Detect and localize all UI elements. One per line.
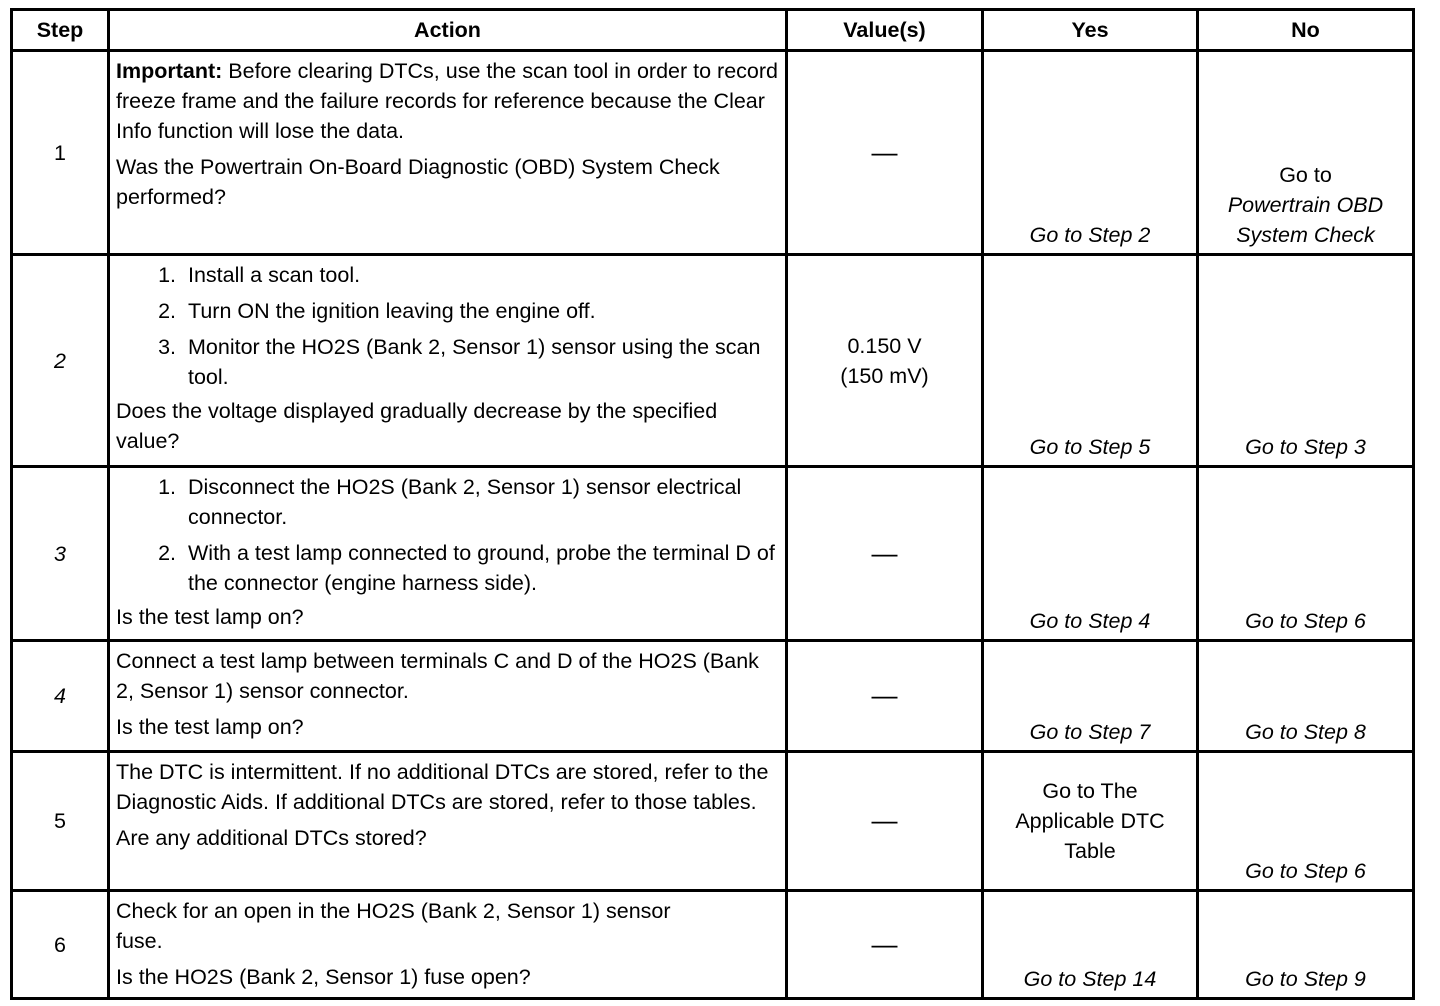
procedure-list: [116, 472, 779, 598]
procedure-item: 2. Turn ON the ignition leaving the engine off.: [182, 296, 779, 326]
yes-link[interactable]: Go to Step 5: [983, 255, 1198, 467]
header-action: Action: [109, 10, 787, 51]
procedure-item: 3. Monitor the HO2S (Bank 2, Sensor 1) sensor using the scan tool.: [182, 332, 779, 392]
action-text: Check for an open in the HO2S (Bank 2, Sensor 1) sensor fuse.: [116, 899, 671, 953]
action-question: Are any additional DTCs stored?: [116, 826, 427, 850]
important-note: [116, 56, 779, 146]
yes-link[interactable]: Go to Step 7: [983, 641, 1198, 752]
value-dash: —: [871, 537, 898, 568]
no-link[interactable]: Go to Step 8: [1198, 641, 1414, 752]
procedure-item: 1. Install a scan tool.: [182, 260, 779, 290]
action-cell: [109, 891, 787, 999]
no-link[interactable]: Go to Step 3: [1198, 255, 1414, 467]
action-cell: [109, 255, 787, 467]
step-number: 4: [12, 641, 109, 752]
value-cell: [787, 51, 983, 255]
important-label: Important:: [116, 59, 223, 83]
value-dash: —: [871, 136, 898, 167]
action-cell: [109, 467, 787, 641]
table-row: [12, 467, 1414, 641]
header-step: Step: [12, 10, 109, 51]
procedure-item: 1. Disconnect the HO2S (Bank 2, Sensor 1) sensor electrical connector.: [182, 472, 779, 532]
procedure-item: 2. With a test lamp connected to ground, probe the terminal D of the connector (engine harness side).: [182, 538, 779, 598]
value-cell: [787, 752, 983, 891]
no-link[interactable]: Go to Step 6: [1198, 752, 1414, 891]
value-cell: [787, 891, 983, 999]
no-link[interactable]: Go to Step 9: [1198, 891, 1414, 999]
step-number: 1: [12, 51, 109, 255]
no-link[interactable]: Go to Step 6: [1198, 467, 1414, 641]
header-yes: Yes: [983, 10, 1198, 51]
value-cell: [787, 255, 983, 467]
action-text: The DTC is intermittent. If no additional DTCs are stored, refer to the Diagnostic Aids. If additional DTCs are stored, refer to those tables.: [116, 760, 769, 814]
header-no: No: [1198, 10, 1414, 51]
procedure-list: [116, 260, 779, 392]
value-cell: [787, 467, 983, 641]
step-number: 2: [12, 255, 109, 467]
yes-link[interactable]: Go to Step 14: [983, 891, 1198, 999]
yes-link[interactable]: Go to The Applicable DTC Table: [983, 752, 1198, 891]
action-question: Was the Powertrain On-Board Diagnostic (OBD) System Check performed?: [116, 155, 720, 209]
action-question: Is the test lamp on?: [116, 605, 304, 629]
step-number: 5: [12, 752, 109, 891]
action-cell: [109, 641, 787, 752]
yes-link[interactable]: Go to Step 2: [983, 51, 1198, 255]
action-cell: [109, 752, 787, 891]
action-cell: [109, 51, 787, 255]
action-text: Connect a test lamp between terminals C and D of the HO2S (Bank 2, Sensor 1) sensor connector.: [116, 649, 759, 703]
value-dash: —: [871, 680, 898, 710]
table-row: [12, 51, 1414, 255]
table-row: [12, 255, 1414, 467]
important-text: Before clearing DTCs, use the scan tool in order to record freeze frame and the failure records for reference because the Clear Info function will lose the data.: [116, 59, 778, 143]
diagnostic-table-container: [10, 8, 1415, 1000]
action-question: Is the test lamp on?: [116, 715, 304, 739]
table-row: [12, 891, 1414, 999]
value-dash: —: [871, 928, 898, 959]
diagnostic-table: [10, 8, 1415, 1000]
value-volts: 0.150 V: [847, 333, 922, 358]
value-cell: [787, 641, 983, 752]
yes-link[interactable]: Go to Step 4: [983, 467, 1198, 641]
header-row: [12, 10, 1414, 51]
value-dash: —: [871, 805, 898, 835]
table-row: [12, 641, 1414, 752]
value-millivolts: (150 mV): [840, 363, 929, 388]
no-link[interactable]: Powertrain OBD System Check: [1227, 193, 1384, 247]
no-prefix: Go to: [1279, 163, 1332, 187]
action-question: Does the voltage displayed gradually decrease by the specified value?: [116, 399, 718, 453]
table-row: [12, 752, 1414, 891]
no-cell: [1198, 51, 1414, 255]
action-question: Is the HO2S (Bank 2, Sensor 1) fuse open?: [116, 965, 531, 989]
step-number: 6: [12, 891, 109, 999]
step-number: 3: [12, 467, 109, 641]
header-values: Value(s): [787, 10, 983, 51]
